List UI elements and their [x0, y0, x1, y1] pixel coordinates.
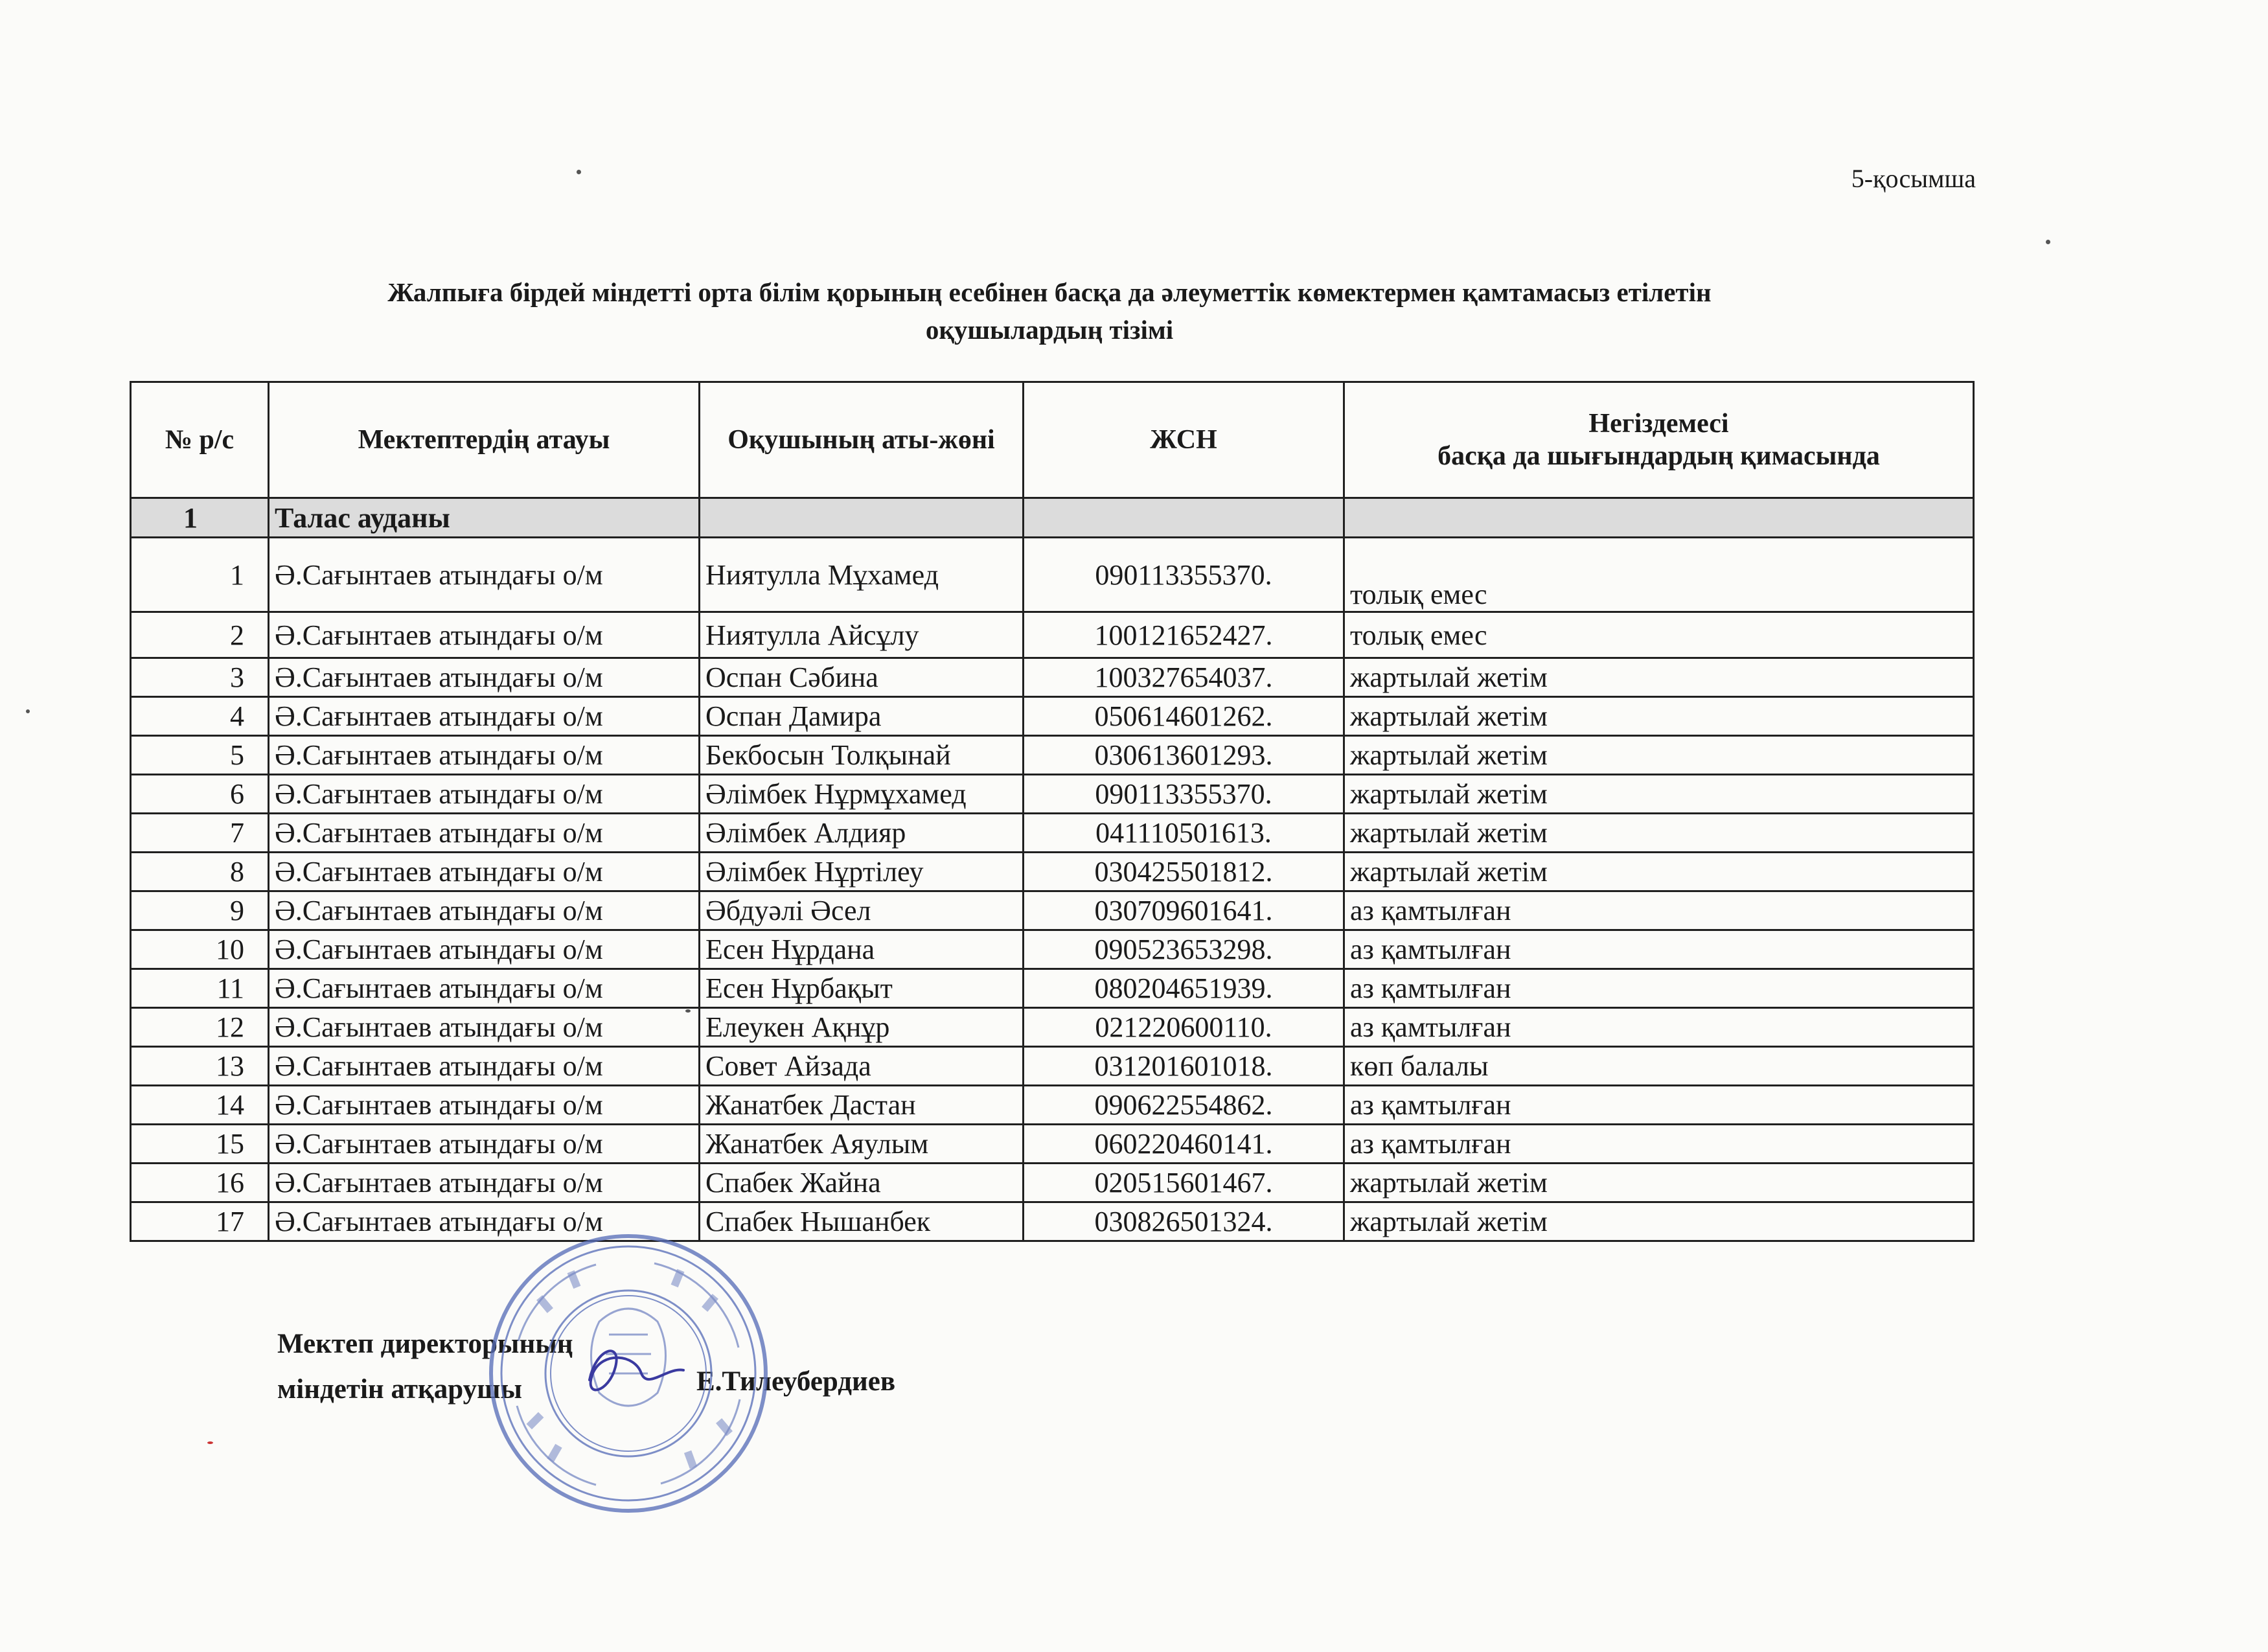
- table-header-row: [131, 382, 1974, 498]
- row-num-cell: 6: [131, 775, 269, 814]
- iin-cell: 030425501812.: [1024, 853, 1344, 891]
- document-title: [207, 273, 1892, 349]
- row-num-cell: 16: [131, 1164, 269, 1202]
- region-empty-cell: [1344, 498, 1974, 538]
- student-name-cell: Елеукен Ақнұр: [700, 1008, 1024, 1047]
- iin-cell: 100327654037.: [1024, 658, 1344, 697]
- school-name-cell: Ә.Сағынтаев атындағы о/м: [269, 538, 700, 612]
- paper-speck: [26, 709, 30, 713]
- school-name-cell: Ә.Сағынтаев атындағы о/м: [269, 1202, 700, 1241]
- student-name-cell: Спабек Жайна: [700, 1164, 1024, 1202]
- paper-speck: [207, 1441, 213, 1444]
- row-num-cell: 9: [131, 891, 269, 930]
- row-num-cell: 7: [131, 814, 269, 853]
- table-row: [131, 1125, 1974, 1164]
- table-row: [131, 538, 1974, 612]
- table-row: [131, 658, 1974, 697]
- student-name-cell: Жанатбек Дастан: [700, 1086, 1024, 1125]
- iin-cell: 041110501613.: [1024, 814, 1344, 853]
- header-basis: [1344, 382, 1974, 498]
- row-num-cell: 11: [131, 969, 269, 1008]
- region-row: [131, 498, 1974, 538]
- row-num-cell: 1: [131, 538, 269, 612]
- table-row: [131, 612, 1974, 658]
- row-num-cell: 8: [131, 853, 269, 891]
- table-row: [131, 930, 1974, 969]
- table-row: [131, 1047, 1974, 1086]
- row-num-cell: 2: [131, 612, 269, 658]
- row-num-cell: 13: [131, 1047, 269, 1086]
- table-row: [131, 891, 1974, 930]
- student-name-cell: Әлімбек Алдияр: [700, 814, 1024, 853]
- student-name-cell: Есен Нұрбақыт: [700, 969, 1024, 1008]
- basis-cell: толық емес: [1344, 612, 1974, 658]
- row-num-cell: 17: [131, 1202, 269, 1241]
- iin-cell: 090523653298.: [1024, 930, 1344, 969]
- basis-cell: аз қамтылған: [1344, 969, 1974, 1008]
- student-name-cell: Ниятулла Айсұлу: [700, 612, 1024, 658]
- table-row: [131, 1086, 1974, 1125]
- school-name-cell: Ә.Сағынтаев атындағы о/м: [269, 853, 700, 891]
- basis-cell: жартылай жетім: [1344, 697, 1974, 736]
- school-name-cell: Ә.Сағынтаев атындағы о/м: [269, 814, 700, 853]
- basis-cell: жартылай жетім: [1344, 1164, 1974, 1202]
- basis-cell: жартылай жетім: [1344, 658, 1974, 697]
- table-row: [131, 736, 1974, 775]
- table-row: [131, 969, 1974, 1008]
- basis-cell: жартылай жетім: [1344, 853, 1974, 891]
- title-line-2: оқушылардың тізімі: [925, 315, 1174, 345]
- iin-cell: 100121652427.: [1024, 612, 1344, 658]
- basis-cell: көп балалы: [1344, 1047, 1974, 1086]
- student-name-cell: Жанатбек Аяулым: [700, 1125, 1024, 1164]
- school-name-cell: Ә.Сағынтаев атындағы о/м: [269, 1008, 700, 1047]
- student-name-cell: Оспан Сәбина: [700, 658, 1024, 697]
- signature-role-line-1: Мектеп директорының: [277, 1329, 573, 1359]
- student-name-cell: Ниятулла Мұхамед: [700, 538, 1024, 612]
- header-iin: ЖСН: [1024, 382, 1344, 498]
- school-name-cell: Ә.Сағынтаев атындағы о/м: [269, 1086, 700, 1125]
- table-row: [131, 814, 1974, 853]
- table-row: [131, 1164, 1974, 1202]
- basis-cell: аз қамтылған: [1344, 1008, 1974, 1047]
- school-name-cell: Ә.Сағынтаев атындағы о/м: [269, 612, 700, 658]
- iin-cell: 030826501324.: [1024, 1202, 1344, 1241]
- table-row: [131, 775, 1974, 814]
- header-basis-line-2: басқа да шығындардың қимасында: [1438, 441, 1880, 471]
- iin-cell: 060220460141.: [1024, 1125, 1344, 1164]
- row-num-cell: 10: [131, 930, 269, 969]
- appendix-label: 5-қосымша: [1851, 164, 1976, 193]
- iin-cell: 090622554862.: [1024, 1086, 1344, 1125]
- row-num-cell: 4: [131, 697, 269, 736]
- iin-cell: 031201601018.: [1024, 1047, 1344, 1086]
- school-name-cell: Ә.Сағынтаев атындағы о/м: [269, 658, 700, 697]
- iin-cell: 050614601262.: [1024, 697, 1344, 736]
- student-name-cell: Спабек Нышанбек: [700, 1202, 1024, 1241]
- basis-cell: аз қамтылған: [1344, 1086, 1974, 1125]
- basis-cell: жартылай жетім: [1344, 775, 1974, 814]
- school-name-cell: Ә.Сағынтаев атындағы о/м: [269, 775, 700, 814]
- header-student: Оқушының аты-жөні: [700, 382, 1024, 498]
- basis-cell: аз қамтылған: [1344, 891, 1974, 930]
- signatory-name: Е.Тилеубердиев: [696, 1366, 896, 1397]
- basis-cell: толық емес: [1344, 538, 1974, 612]
- row-num-cell: 15: [131, 1125, 269, 1164]
- student-name-cell: Совет Айзада: [700, 1047, 1024, 1086]
- table-row: [131, 853, 1974, 891]
- school-name-cell: Ә.Сағынтаев атындағы о/м: [269, 1047, 700, 1086]
- school-name-cell: Ә.Сағынтаев атындағы о/м: [269, 1125, 700, 1164]
- iin-cell: 020515601467.: [1024, 1164, 1344, 1202]
- region-empty-cell: [700, 498, 1024, 538]
- row-num-cell: 3: [131, 658, 269, 697]
- handwritten-signature: [570, 1335, 700, 1412]
- row-num-cell: 12: [131, 1008, 269, 1047]
- row-num-cell: 5: [131, 736, 269, 775]
- iin-cell: 090113355370.: [1024, 775, 1344, 814]
- student-name-cell: Әлімбек Нұртілеу: [700, 853, 1024, 891]
- iin-cell: 090113355370.: [1024, 538, 1344, 612]
- region-num: 1: [131, 498, 269, 538]
- paper-speck: [2046, 240, 2050, 244]
- school-name-cell: Ә.Сағынтаев атындағы о/м: [269, 736, 700, 775]
- header-school: Мектептердің атауы: [269, 382, 700, 498]
- title-line-1: Жалпыға бірдей міндетті орта білім қорының есебінен басқа да әлеуметтік көмектермен қамтамасыз етілетін: [387, 277, 1712, 307]
- school-name-cell: Ә.Сағынтаев атындағы о/м: [269, 1164, 700, 1202]
- signature-role-line-2: міндетін атқарушы: [277, 1374, 522, 1405]
- header-num: № р/с: [131, 382, 269, 498]
- school-name-cell: Ә.Сағынтаев атындағы о/м: [269, 697, 700, 736]
- basis-cell: жартылай жетім: [1344, 736, 1974, 775]
- student-name-cell: Бекбосын Толқынай: [700, 736, 1024, 775]
- school-name-cell: Ә.Сағынтаев атындағы о/м: [269, 930, 700, 969]
- iin-cell: 030613601293.: [1024, 736, 1344, 775]
- student-name-cell: Оспан Дамира: [700, 697, 1024, 736]
- table-row: [131, 1202, 1974, 1241]
- iin-cell: 021220600110.: [1024, 1008, 1344, 1047]
- paper-speck: [685, 1009, 691, 1013]
- student-name-cell: Әбдуәлі Әсел: [700, 891, 1024, 930]
- iin-cell: 030709601641.: [1024, 891, 1344, 930]
- region-name: Талас ауданы: [269, 498, 700, 538]
- region-empty-cell: [1024, 498, 1344, 538]
- school-name-cell: Ә.Сағынтаев атындағы о/м: [269, 891, 700, 930]
- basis-cell: жартылай жетім: [1344, 1202, 1974, 1241]
- basis-cell: жартылай жетім: [1344, 814, 1974, 853]
- iin-cell: 080204651939.: [1024, 969, 1344, 1008]
- row-num-cell: 14: [131, 1086, 269, 1125]
- students-table: [130, 381, 1975, 1242]
- basis-cell: аз қамтылған: [1344, 1125, 1974, 1164]
- paper-speck: [577, 170, 581, 174]
- table-row: [131, 697, 1974, 736]
- school-name-cell: Ә.Сағынтаев атындағы о/м: [269, 969, 700, 1008]
- student-name-cell: Әлімбек Нұрмұхамед: [700, 775, 1024, 814]
- header-basis-line-1: Негіздемесі: [1588, 409, 1729, 439]
- student-name-cell: Есен Нұрдана: [700, 930, 1024, 969]
- table-row: [131, 1008, 1974, 1047]
- basis-cell: аз қамтылған: [1344, 930, 1974, 969]
